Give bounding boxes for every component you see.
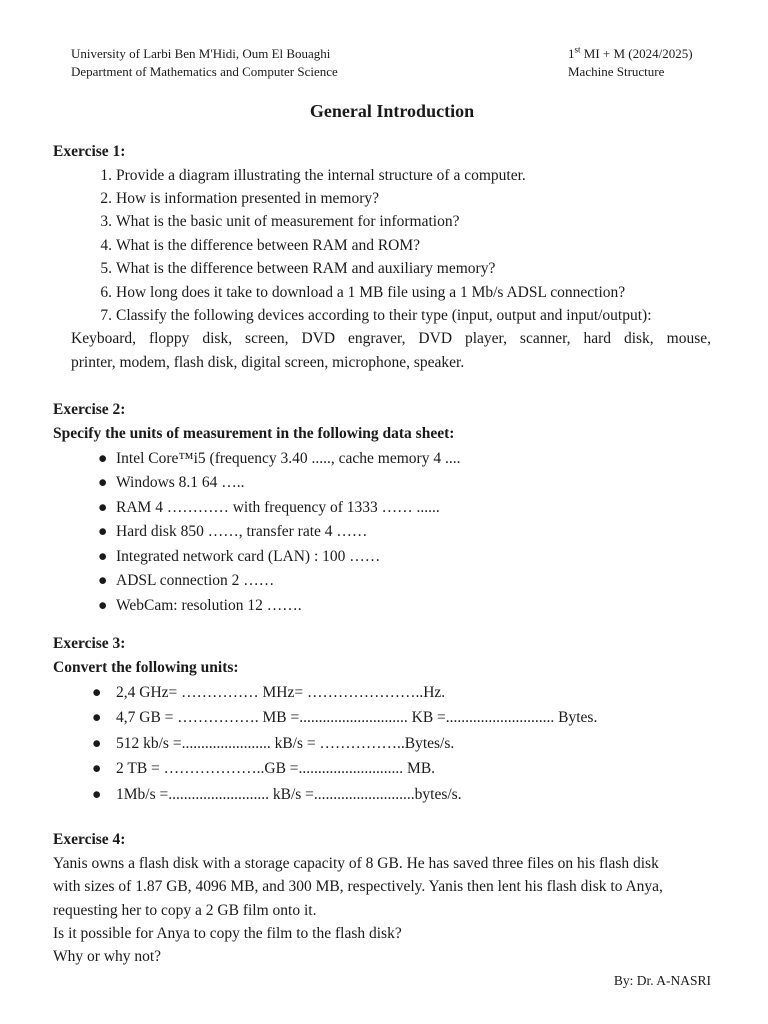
ex1-item-text: Classify the following devices according to their type (input, output and input/output): [116, 307, 652, 324]
ex2-item-text: Intel Core™i5 (frequency 3.40 ....., cache memory 4 .... [116, 450, 461, 467]
exercise-3-heading: Exercise 3: [53, 635, 126, 652]
ex2-item [98, 523, 367, 541]
ex2-item-text: RAM 4 ………… with frequency of 1333 …… ...... [116, 499, 440, 516]
ex1-devices-line: printer, modem, flash disk, digital screen, microphone, speaker. [71, 354, 465, 371]
ex1-item-number: 1. [100, 167, 112, 184]
bullet-icon: ● [92, 760, 102, 777]
ex1-item-number: 4. [100, 237, 112, 254]
ex2-item [98, 499, 440, 517]
bullet-icon: ● [92, 786, 102, 803]
ex1-item-number: 5. [100, 260, 112, 277]
ex3-item-text: 2,4 GHz= …………… MHz= …………………..Hz. [116, 684, 446, 701]
bullet-icon: ● [98, 474, 108, 491]
ex2-item-text: ADSL connection 2 …… [116, 572, 275, 589]
department-name: Department of Mathematics and Computer Science [71, 64, 338, 79]
exercise-3-subheading: Convert the following units: [53, 659, 239, 676]
ex1-item-number: 7. [100, 307, 112, 324]
ex2-item [98, 572, 274, 590]
ex3-item-text: 2 TB = ………………..GB =........................... MB. [116, 760, 436, 777]
ex1-item-number: 2. [100, 190, 112, 207]
ex3-item-text: 1Mb/s =.......................... kB/s =..........................bytes/s. [116, 786, 462, 803]
ex2-item [98, 450, 460, 468]
ex1-item-text: How long does it take to download a 1 MB file using a 1 Mb/s ADSL connection? [116, 284, 626, 301]
bullet-icon: ● [98, 597, 108, 614]
course-name: Machine Structure [568, 64, 665, 79]
ex2-item-text: WebCam: resolution 12 ……. [116, 597, 302, 614]
level-number: 1 [568, 46, 575, 61]
ex3-item [92, 786, 462, 804]
ex1-item-number: 3. [100, 213, 112, 230]
ex2-item [98, 548, 380, 566]
exercise-1-heading: Exercise 1: [53, 143, 126, 160]
ex1-item [92, 237, 420, 255]
ex1-item [92, 307, 652, 325]
bullet-icon: ● [92, 709, 102, 726]
bullet-icon: ● [98, 572, 108, 589]
ex1-devices-line: Keyboard, floppy disk, screen, DVD engraver, DVD player, scanner, hard disk, mouse, [71, 330, 711, 347]
page-title: General Introduction [309, 101, 475, 121]
bullet-icon: ● [98, 450, 108, 467]
ex1-item [92, 260, 495, 278]
ex2-item-text: Hard disk 850 ……, transfer rate 4 …… [116, 523, 368, 540]
ex4-text-line: Why or why not? [53, 948, 162, 965]
ex1-item [92, 213, 459, 231]
bullet-icon: ● [92, 735, 102, 752]
exercise-2-heading: Exercise 2: [53, 401, 126, 418]
exercise-2-subheading: Specify the units of measurement in the following data sheet: [53, 425, 455, 442]
ex2-item-text: Windows 8.1 64 ….. [116, 474, 245, 491]
ex3-item [92, 684, 445, 702]
ex3-item-text: 4,7 GB = ……………. MB =............................ KB =............................ Bytes. [116, 709, 598, 726]
ex3-item [92, 735, 454, 753]
ex1-item [92, 284, 625, 302]
exercise-4-heading: Exercise 4: [53, 831, 126, 848]
level-superscript: st [574, 44, 581, 55]
ex1-item-number: 6. [100, 284, 112, 301]
ex2-item [98, 597, 302, 615]
ex4-text-line: Is it possible for Anya to copy the film to the flash disk? [53, 925, 402, 942]
bullet-icon: ● [98, 548, 108, 565]
ex3-item-text: 512 kb/s =....................... kB/s = ……………..Bytes/s. [116, 735, 455, 752]
level-rest: MI + M (2024/2025) [580, 46, 693, 61]
ex1-item [92, 190, 379, 208]
ex1-item-text: What is the difference between RAM and auxiliary memory? [116, 260, 496, 277]
bullet-icon: ● [92, 684, 102, 701]
ex2-item [98, 474, 245, 492]
ex4-text-line: Yanis owns a flash disk with a storage capacity of 8 GB. He has saved three files on his flash disk [53, 855, 659, 872]
bullet-icon: ● [98, 499, 108, 516]
ex1-item-text: Provide a diagram illustrating the internal structure of a computer. [116, 167, 526, 184]
ex1-item-text: What is the basic unit of measurement for information? [116, 213, 460, 230]
ex4-text-line: requesting her to copy a 2 GB film onto it. [53, 902, 317, 919]
ex2-item-text: Integrated network card (LAN) : 100 …… [116, 548, 381, 565]
ex1-item-text: How is information presented in memory? [116, 190, 380, 207]
ex3-item [92, 709, 597, 727]
ex4-text-line: with sizes of 1.87 GB, 4096 MB, and 300 MB, respectively. Yanis then lent his flash disk to Anya, [53, 878, 663, 895]
university-name: University of Larbi Ben M'Hidi, Oum El Bouaghi [71, 46, 331, 61]
author-signature: By: Dr. A-NASRI [613, 973, 711, 988]
ex1-item [92, 167, 526, 185]
ex1-item-text: What is the difference between RAM and ROM? [116, 237, 421, 254]
ex3-item [92, 760, 435, 778]
course-level [568, 45, 693, 63]
bullet-icon: ● [98, 523, 108, 540]
